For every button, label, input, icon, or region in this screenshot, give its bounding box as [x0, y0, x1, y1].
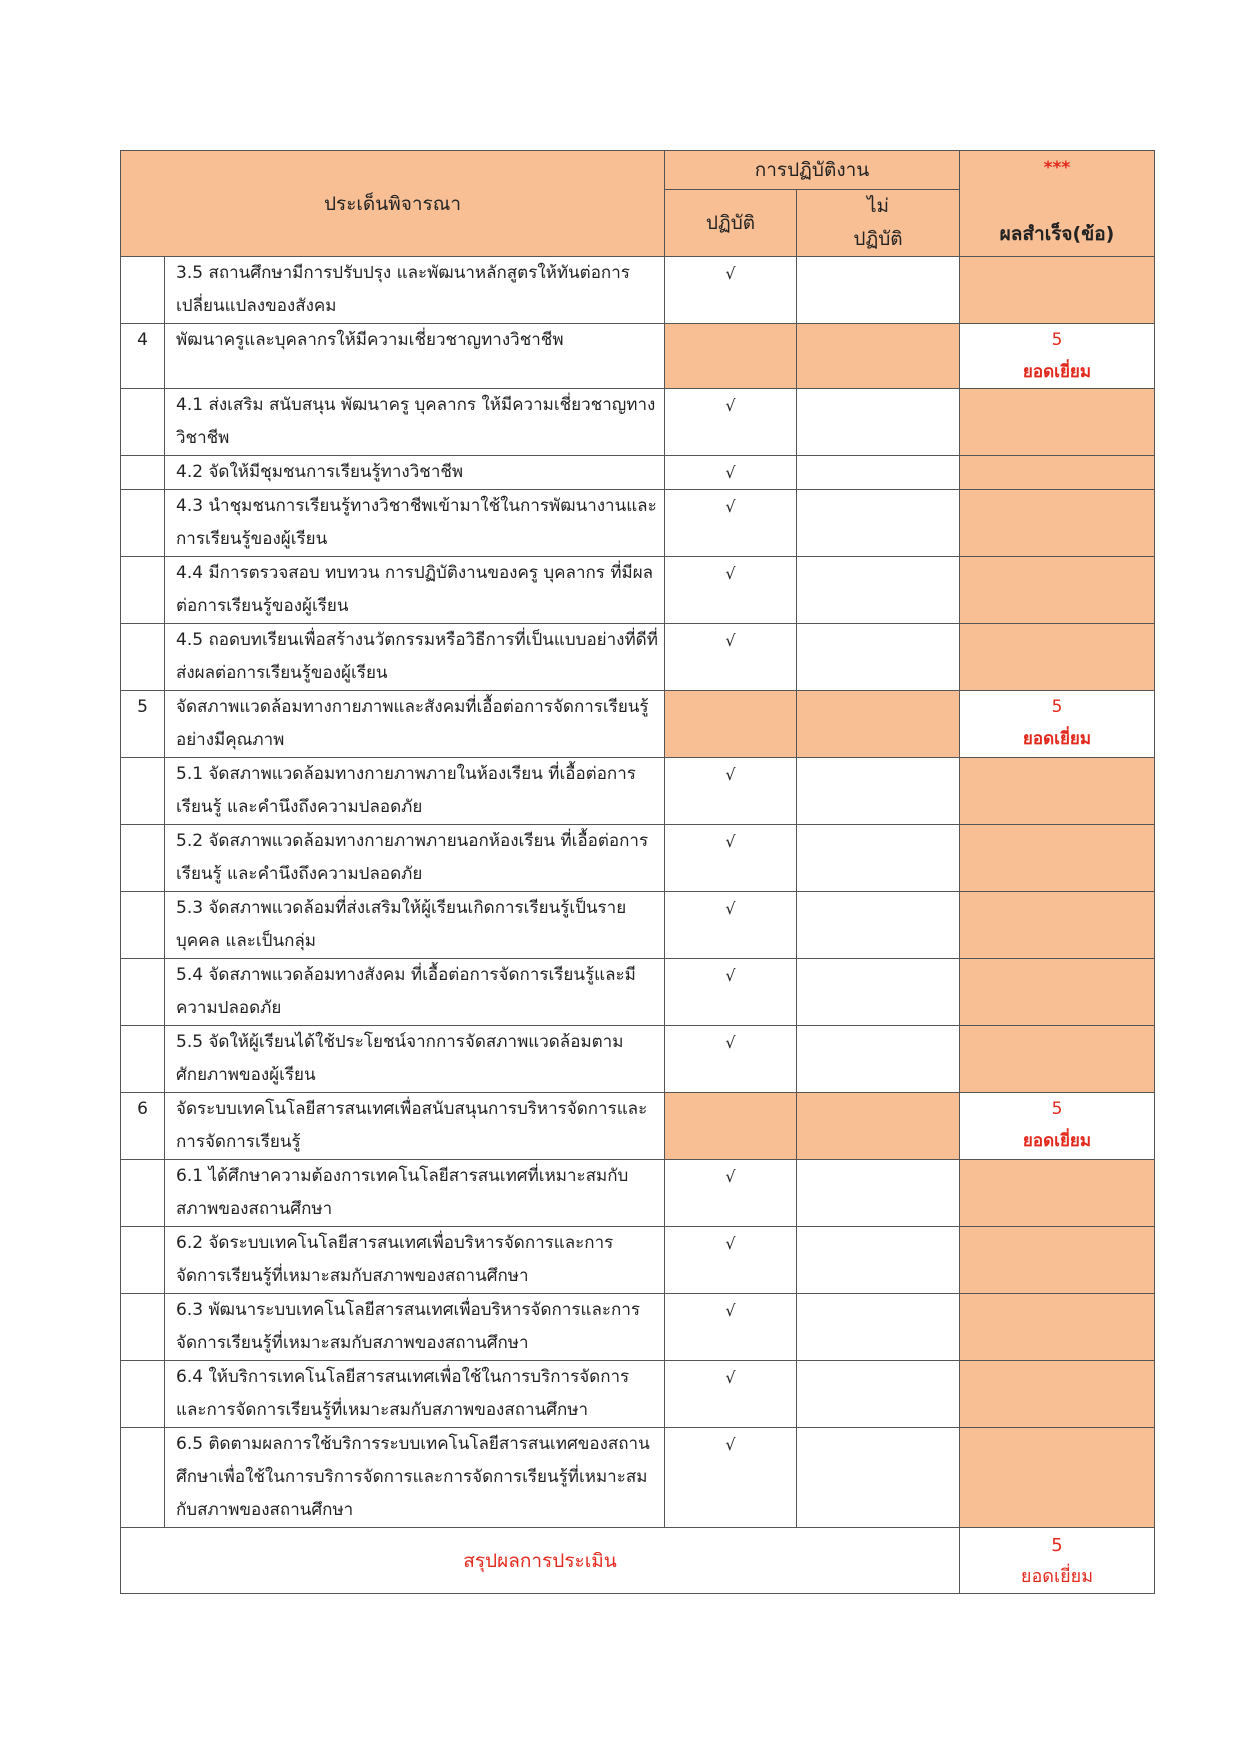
check-mark: √ — [665, 624, 797, 691]
not-done-cell — [797, 1294, 960, 1361]
not-done-cell — [797, 456, 960, 490]
not-done-cell — [797, 892, 960, 959]
check-mark: √ — [665, 1026, 797, 1093]
not-done-header-line1: ไม่ — [866, 195, 890, 217]
result-cell-shaded — [960, 490, 1155, 557]
evaluation-table — [120, 150, 1155, 1594]
row-number: 4 — [121, 324, 165, 389]
check-mark: √ — [665, 1361, 797, 1428]
header-row-1 — [121, 151, 1155, 190]
row-number — [121, 959, 165, 1026]
row-number — [121, 758, 165, 825]
row-number — [121, 624, 165, 691]
score-word: ยอดเยี่ยม — [1022, 729, 1092, 749]
result-cell-shaded — [960, 758, 1155, 825]
row-number — [121, 1294, 165, 1361]
score-cell — [960, 324, 1155, 389]
result-cell-shaded — [960, 959, 1155, 1026]
stars-mark: *** — [1043, 158, 1071, 178]
sub-criterion-row — [121, 257, 1155, 324]
result-cell-shaded — [960, 892, 1155, 959]
result-cell-shaded — [960, 1428, 1155, 1528]
row-text: 4.5 ถอดบทเรียนเพื่อสร้างนวัตกรรมหรือวิธีการที่เป็นแบบอย่างที่ดีที่ส่งผลต่อการเรียนรู้ของผู้เรียน — [165, 624, 665, 691]
sub-criterion-row — [121, 1227, 1155, 1294]
score-cell — [960, 1093, 1155, 1160]
not-done-cell-shaded — [797, 691, 960, 758]
done-header: ปฏิบัติ — [665, 190, 797, 257]
result-header-label: ผลสำเร็จ(ข้อ) — [999, 223, 1115, 245]
sub-criterion-row — [121, 959, 1155, 1026]
row-number — [121, 1428, 165, 1528]
not-done-cell — [797, 389, 960, 456]
result-cell-shaded — [960, 456, 1155, 490]
row-text: 3.5 สถานศึกษามีการปรับปรุง และพัฒนาหลักสูตรให้ทันต่อการเปลี่ยนแปลงของสังคม — [165, 257, 665, 324]
criterion-row — [121, 691, 1155, 758]
not-done-cell — [797, 1160, 960, 1227]
check-mark: √ — [665, 456, 797, 490]
row-number — [121, 557, 165, 624]
summary-label: สรุปผลการประเมิน — [121, 1528, 960, 1594]
row-text: 6.5 ติดตามผลการใช้บริการระบบเทคโนโลยีสารสนเทศของสถานศึกษาเพื่อใช้ในการบริการจัดการและการจัดการเรียนรู้ที่เหมาะสมกับสภาพของสถานศึกษา — [165, 1428, 665, 1528]
summary-score: 5 — [1051, 1534, 1063, 1556]
not-done-cell — [797, 490, 960, 557]
result-cell-shaded — [960, 624, 1155, 691]
row-text: จัดสภาพแวดล้อมทางกายภาพและสังคมที่เอื้อต่อการจัดการเรียนรู้อย่างมีคุณภาพ — [165, 691, 665, 758]
sub-criterion-row — [121, 389, 1155, 456]
check-mark: √ — [665, 825, 797, 892]
result-header — [960, 151, 1155, 257]
check-mark: √ — [665, 1227, 797, 1294]
sub-criterion-row — [121, 490, 1155, 557]
row-text: 6.2 จัดระบบเทคโนโลยีสารสนเทศเพื่อบริหารจัดการและการจัดการเรียนรู้ที่เหมาะสมกับสภาพของสถานศึกษา — [165, 1227, 665, 1294]
not-done-cell-shaded — [797, 324, 960, 389]
row-text: 4.4 มีการตรวจสอบ ทบทวน การปฏิบัติงานของครู บุคลากร ที่มีผลต่อการเรียนรู้ของผู้เรียน — [165, 557, 665, 624]
row-number — [121, 456, 165, 490]
row-number — [121, 257, 165, 324]
row-text: 4.3 นำชุมชนการเรียนรู้ทางวิชาชีพเข้ามาใช้ในการพัฒนางานและการเรียนรู้ของผู้เรียน — [165, 490, 665, 557]
score-word: ยอดเยี่ยม — [1022, 362, 1092, 382]
score-value: 5 — [1051, 330, 1063, 350]
summary-word: ยอดเยี่ยม — [1020, 1565, 1094, 1587]
row-text: 5.1 จัดสภาพแวดล้อมทางกายภาพภายในห้องเรียน ที่เอื้อต่อการเรียนรู้ และคำนึงถึงความปลอดภัย — [165, 758, 665, 825]
check-mark: √ — [665, 892, 797, 959]
not-done-cell — [797, 825, 960, 892]
not-done-cell — [797, 1361, 960, 1428]
not-done-cell — [797, 1227, 960, 1294]
sub-criterion-row — [121, 1361, 1155, 1428]
not-done-cell — [797, 257, 960, 324]
result-cell-shaded — [960, 389, 1155, 456]
row-text: 5.2 จัดสภาพแวดล้อมทางกายภาพภายนอกห้องเรียน ที่เอื้อต่อการเรียนรู้ และคำนึงถึงความปลอดภัย — [165, 825, 665, 892]
result-cell-shaded — [960, 825, 1155, 892]
row-number — [121, 1026, 165, 1093]
not-done-cell — [797, 1026, 960, 1093]
done-cell-shaded — [665, 1093, 797, 1160]
row-text: 6.3 พัฒนาระบบเทคโนโลยีสารสนเทศเพื่อบริหารจัดการและการจัดการเรียนรู้ที่เหมาะสมกับสภาพของสถานศึกษา — [165, 1294, 665, 1361]
summary-score-cell — [960, 1528, 1155, 1594]
sub-criterion-row — [121, 1160, 1155, 1227]
score-value: 5 — [1051, 1099, 1063, 1119]
done-cell-shaded — [665, 324, 797, 389]
sub-criterion-row — [121, 825, 1155, 892]
topic-header: ประเด็นพิจารณา — [121, 151, 665, 257]
row-number — [121, 1361, 165, 1428]
check-mark: √ — [665, 1160, 797, 1227]
result-cell-shaded — [960, 1160, 1155, 1227]
not-done-header — [797, 190, 960, 257]
not-done-cell — [797, 624, 960, 691]
result-cell-shaded — [960, 1294, 1155, 1361]
row-text: 6.1 ได้ศึกษาความต้องการเทคโนโลยีสารสนเทศที่เหมาะสมกับสภาพของสถานศึกษา — [165, 1160, 665, 1227]
result-cell-shaded — [960, 1026, 1155, 1093]
sub-criterion-row — [121, 758, 1155, 825]
check-mark: √ — [665, 758, 797, 825]
criteria-rows — [121, 257, 1155, 1528]
score-word: ยอดเยี่ยม — [1022, 1131, 1092, 1151]
row-number — [121, 892, 165, 959]
score-cell — [960, 691, 1155, 758]
check-mark: √ — [665, 959, 797, 1026]
result-cell-shaded — [960, 257, 1155, 324]
performance-header: การปฏิบัติงาน — [665, 151, 960, 190]
check-mark: √ — [665, 257, 797, 324]
summary-row — [121, 1528, 1155, 1594]
row-text: 4.2 จัดให้มีชุมชนการเรียนรู้ทางวิชาชีพ — [165, 456, 665, 490]
row-text: พัฒนาครูและบุคลากรให้มีความเชี่ยวชาญทางวิชาชีพ — [165, 324, 665, 389]
check-mark: √ — [665, 1428, 797, 1528]
sub-criterion-row — [121, 624, 1155, 691]
sub-criterion-row — [121, 1026, 1155, 1093]
row-text: 5.5 จัดให้ผู้เรียนได้ใช้ประโยชน์จากการจัดสภาพแวดล้อมตามศักยภาพของผู้เรียน — [165, 1026, 665, 1093]
check-mark: √ — [665, 490, 797, 557]
sub-criterion-row — [121, 456, 1155, 490]
result-cell-shaded — [960, 1361, 1155, 1428]
row-number — [121, 490, 165, 557]
check-mark: √ — [665, 1294, 797, 1361]
score-value: 5 — [1051, 697, 1063, 717]
row-text: 5.3 จัดสภาพแวดล้อมที่ส่งเสริมให้ผู้เรียนเกิดการเรียนรู้เป็นรายบุคคล และเป็นกลุ่ม — [165, 892, 665, 959]
criterion-row — [121, 1093, 1155, 1160]
row-number — [121, 1227, 165, 1294]
not-done-cell — [797, 1428, 960, 1528]
sub-criterion-row — [121, 1428, 1155, 1528]
sub-criterion-row — [121, 892, 1155, 959]
row-text: 5.4 จัดสภาพแวดล้อมทางสังคม ที่เอื้อต่อการจัดการเรียนรู้และมีความปลอดภัย — [165, 959, 665, 1026]
row-number — [121, 389, 165, 456]
check-mark: √ — [665, 557, 797, 624]
row-number — [121, 825, 165, 892]
row-number — [121, 1160, 165, 1227]
row-text: 6.4 ให้บริการเทคโนโลยีสารสนเทศเพื่อใช้ในการบริการจัดการและการจัดการเรียนรู้ที่เหมาะสมกับสภาพของสถานศึกษา — [165, 1361, 665, 1428]
check-mark: √ — [665, 389, 797, 456]
not-done-cell-shaded — [797, 1093, 960, 1160]
not-done-cell — [797, 959, 960, 1026]
result-cell-shaded — [960, 557, 1155, 624]
sub-criterion-row — [121, 557, 1155, 624]
done-cell-shaded — [665, 691, 797, 758]
row-number: 5 — [121, 691, 165, 758]
not-done-cell — [797, 557, 960, 624]
not-done-cell — [797, 758, 960, 825]
criterion-row — [121, 324, 1155, 389]
result-cell-shaded — [960, 1227, 1155, 1294]
not-done-header-line2: ปฏิบัติ — [853, 228, 903, 250]
row-text: จัดระบบเทคโนโลยีสารสนเทศเพื่อสนับสนุนการบริหารจัดการและการจัดการเรียนรู้ — [165, 1093, 665, 1160]
row-number: 6 — [121, 1093, 165, 1160]
sub-criterion-row — [121, 1294, 1155, 1361]
row-text: 4.1 ส่งเสริม สนับสนุน พัฒนาครู บุคลากร ให้มีความเชี่ยวชาญทางวิชาชีพ — [165, 389, 665, 456]
